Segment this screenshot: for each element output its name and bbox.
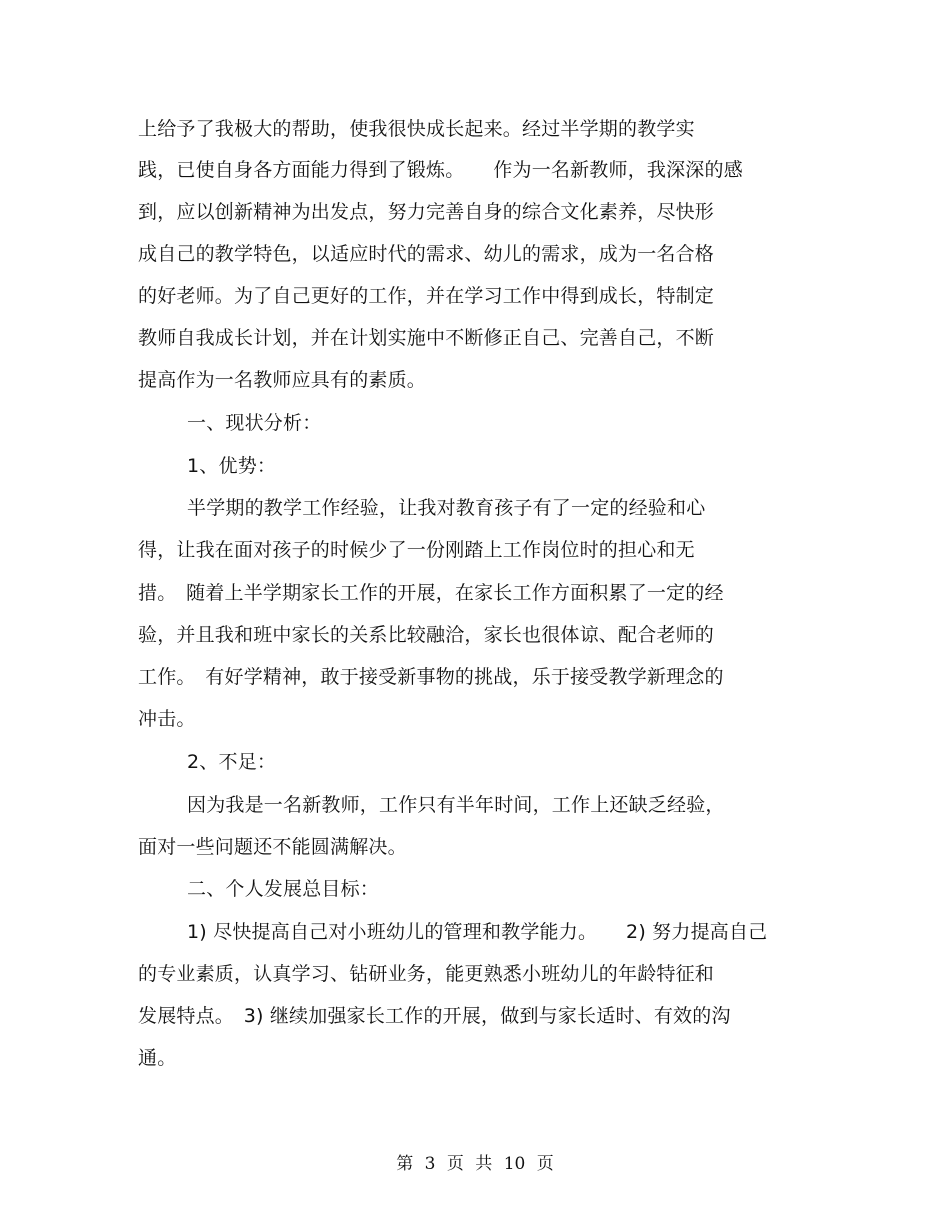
body-text-line: 践，已使自身各方面能力得到了锻炼。 作为一名新教师，我深深的感 xyxy=(138,159,743,181)
body-text-line: 的专业素质，认真学习、钻研业务，能更熟悉小班幼儿的年龄特征和 xyxy=(138,963,715,985)
body-text-line: 得，让我在面对孩子的时候少了一份刚踏上工作岗位时的担心和无 xyxy=(138,539,695,561)
body-text-line: 提高作为一名教师应具有的素质。 xyxy=(138,369,427,391)
body-text-line: 发展特点。 3) 继续加强家长工作的开展，做到与家长适时、有效的沟 xyxy=(138,1005,731,1027)
subsection-heading: 2、不足： xyxy=(187,751,277,773)
body-text-line: 半学期的教学工作经验，让我对教育孩子有了一定的经验和心 xyxy=(187,497,706,519)
body-text-line: 因为我是一名新教师，工作只有半年时间，工作上还缺乏经验， xyxy=(187,794,725,816)
subsection-heading: 1、优势： xyxy=(187,455,277,477)
body-text-line: 验，并且我和班中家长的关系比较融洽，家长也很体谅、配合老师的 xyxy=(138,624,715,646)
page-footer: 第 3 页 共 10 页 xyxy=(396,1154,554,1174)
body-text-line: 面对一些问题还不能圆满解决。 xyxy=(138,836,407,858)
body-text-line: 教师自我成长计划，并在计划实施中不断修正自己、完善自己，不断 xyxy=(138,327,715,349)
body-text-line: 冲击。 xyxy=(138,708,196,730)
section-heading: 二、个人发展总目标： xyxy=(187,878,380,900)
section-heading: 一、现状分析： xyxy=(187,412,322,434)
body-text-line: 1) 尽快提高自己对小班幼儿的管理和教学能力。 2) 努力提高自己 xyxy=(187,921,768,943)
body-text-line: 到，应以创新精神为出发点，努力完善自身的综合文化素养，尽快形 xyxy=(138,201,715,223)
body-text-line: 成自己的教学特色，以适应时代的需求、幼儿的需求，成为一名合格 xyxy=(138,243,715,265)
body-text-line: 工作。 有好学精神，敢于接受新事物的挑战，乐于接受教学新理念的 xyxy=(138,666,724,688)
body-text-line: 措。 随着上半学期家长工作的开展，在家长工作方面积累了一定的经 xyxy=(138,582,724,604)
body-text-line: 的好老师。为了自己更好的工作，并在学习工作中得到成长，特制定 xyxy=(138,285,715,307)
body-text-line: 上给予了我极大的帮助，使我很快成长起来。经过半学期的教学实 xyxy=(138,118,695,140)
body-text-line: 通。 xyxy=(138,1047,177,1069)
